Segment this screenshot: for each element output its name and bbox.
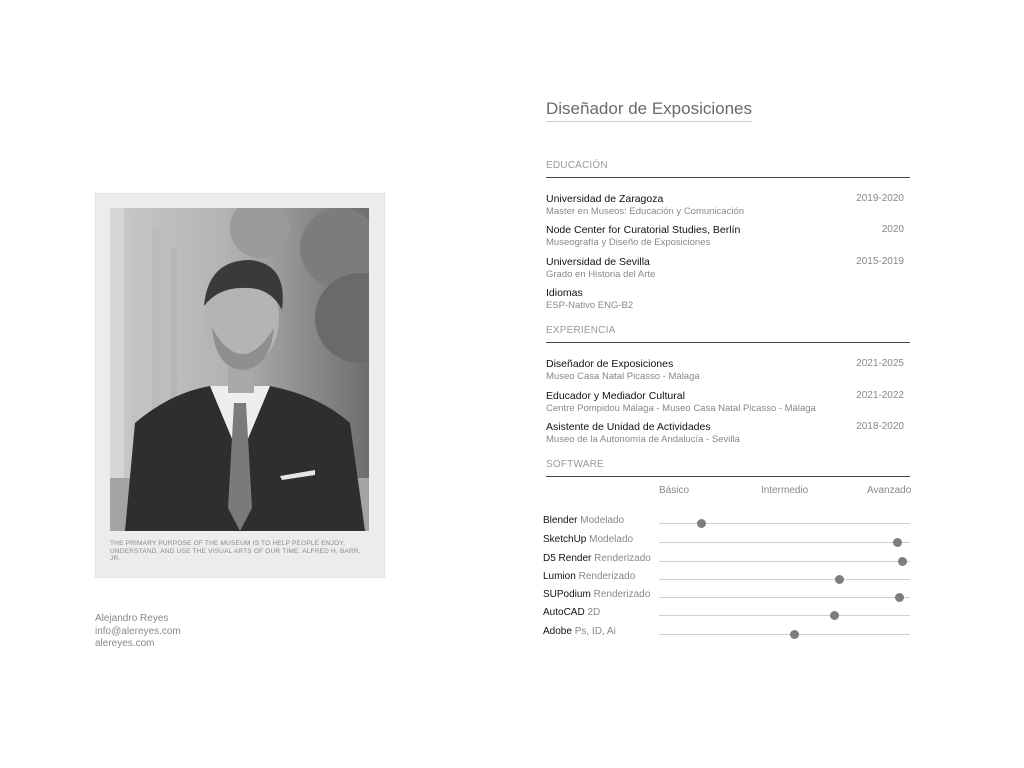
education-entry <box>546 256 904 281</box>
skill-level-marker <box>893 538 902 547</box>
skill-kind: 2D <box>587 607 601 618</box>
education-entry <box>546 287 904 312</box>
experience-entry <box>546 358 904 383</box>
portrait-photo <box>110 208 369 531</box>
skill-label <box>543 553 651 564</box>
skill-tool: SUPodium <box>543 589 591 600</box>
entry-detail: Centre Pompidou Málaga - Museo Casa Natal Picasso - Málaga <box>546 403 816 414</box>
skill-kind: Renderizado <box>578 571 636 582</box>
skill-kind: Ps, ID, Ai <box>574 626 616 637</box>
skill-label <box>543 589 650 600</box>
skill-level-marker <box>895 593 904 602</box>
skill-level-marker <box>790 630 799 639</box>
skill-track <box>659 561 910 562</box>
skill-label <box>543 571 635 582</box>
contact-email[interactable]: info@alereyes.com <box>95 625 181 637</box>
skill-label <box>543 515 624 526</box>
skill-row <box>543 626 911 640</box>
education-heading: EDUCACIÓN <box>546 160 910 178</box>
skill-track <box>659 634 910 635</box>
level-intermediate: Intermedio <box>761 485 809 496</box>
entry-name: Universidad de Sevilla <box>546 256 650 268</box>
page-title: Diseñador de Exposiciones <box>546 99 752 122</box>
software-heading: SOFTWARE <box>546 459 910 477</box>
skill-row <box>543 553 911 567</box>
skill-row <box>543 589 911 603</box>
experience-entry <box>546 421 904 446</box>
skill-level-marker <box>898 557 907 566</box>
entry-detail: Museografía y Diseño de Exposiciones <box>546 237 711 248</box>
skill-tool: Blender <box>543 515 578 526</box>
photo-caption: THE PRIMARY PURPOSE OF THE MUSEUM IS TO HELP PEOPLE ENJOY, UNDERSTAND, AND USE THE VISUAL ARTS OF OUR TIME. ALFRED H. BARR, JR. <box>110 540 361 562</box>
entry-years: 2021-2025 <box>856 358 904 369</box>
skill-row <box>543 607 911 621</box>
education-entry <box>546 224 904 249</box>
contact-name: Alejandro Reyes <box>95 613 169 624</box>
entry-detail: Museo de la Autonomía de Andalucía - Sevilla <box>546 434 740 445</box>
skill-tool: Lumion <box>543 571 576 582</box>
entry-name: Asistente de Unidad de Actividades <box>546 421 711 433</box>
skill-track <box>659 615 910 616</box>
entry-name: Idiomas <box>546 287 583 299</box>
skill-tool: Adobe <box>543 626 572 637</box>
contact-website[interactable]: alereyes.com <box>95 638 155 649</box>
skill-tool: D5 Render <box>543 553 592 564</box>
entry-years: 2021-2022 <box>856 390 904 401</box>
entry-name: Diseñador de Exposiciones <box>546 358 674 370</box>
entry-years: 2018-2020 <box>856 421 904 432</box>
level-basic: Básico <box>659 485 690 496</box>
entry-years: 2015-2019 <box>856 256 904 267</box>
contact-block <box>95 613 181 651</box>
skill-level-marker <box>697 519 706 528</box>
skill-row <box>543 571 911 585</box>
entry-years: 2019-2020 <box>856 193 904 204</box>
skill-track <box>659 597 910 598</box>
portrait-card <box>95 193 385 578</box>
education-entry <box>546 193 904 218</box>
skill-label <box>543 534 633 545</box>
skill-kind: Modelado <box>589 534 634 545</box>
entry-name: Node Center for Curatorial Studies, Berlín <box>546 224 741 236</box>
skill-track <box>659 579 910 580</box>
skill-kind: Modelado <box>580 515 625 526</box>
skill-tool: SketchUp <box>543 534 587 545</box>
entry-detail: Master en Museos: Educación y Comunicación <box>546 206 745 217</box>
entry-detail: Museo Casa Natal Picasso - Málaga <box>546 371 700 382</box>
skill-label <box>543 607 600 618</box>
skill-row <box>543 515 911 529</box>
skill-level-marker <box>830 611 839 620</box>
skill-track <box>659 542 910 543</box>
experience-heading: EXPERIENCIA <box>546 325 910 343</box>
skill-row <box>543 534 911 548</box>
entry-detail: Grado en Historia del Arte <box>546 269 656 280</box>
skill-kind: Renderizado <box>594 553 651 564</box>
skill-kind: Renderizado <box>593 589 651 600</box>
skill-level-marker <box>835 575 844 584</box>
entry-name: Educador y Mediador Cultural <box>546 390 685 402</box>
level-advanced: Avanzado <box>867 485 912 496</box>
entry-detail: ESP-Nativo ENG-B2 <box>546 300 634 311</box>
entry-name: Universidad de Zaragoza <box>546 193 664 205</box>
skill-tool: AutoCAD <box>543 607 585 618</box>
experience-entry <box>546 390 904 415</box>
entry-years: 2020 <box>881 224 904 235</box>
skill-label <box>543 626 616 637</box>
